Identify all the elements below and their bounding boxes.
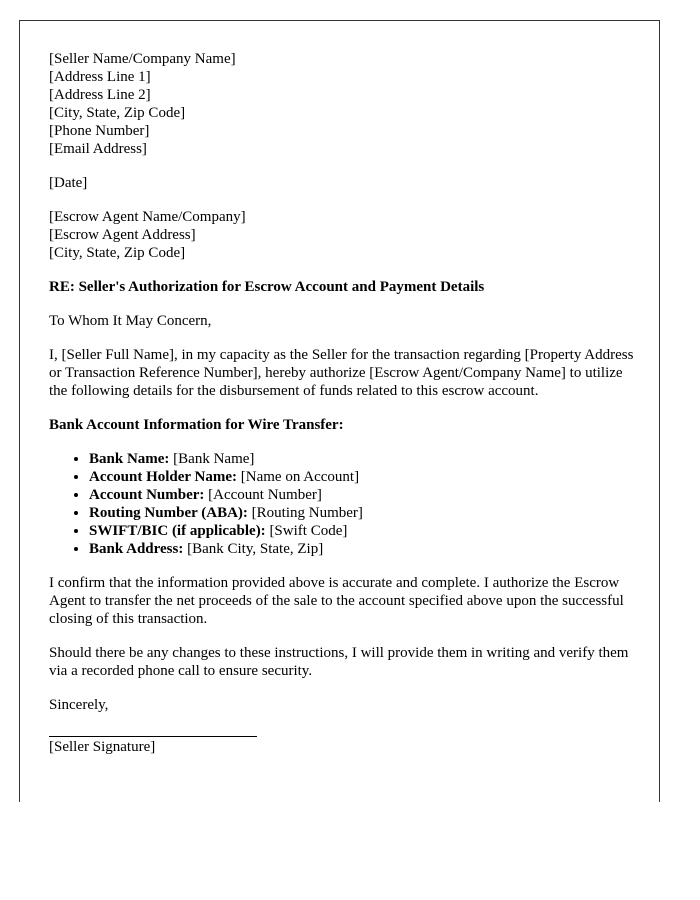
recipient-address: [Escrow Agent Address] — [49, 227, 196, 243]
sender-email: [Email Address] — [49, 141, 147, 157]
account-holder-value: [Name on Account] — [237, 469, 360, 485]
recipient-city: [City, State, Zip Code] — [49, 245, 186, 261]
bank-heading: Bank Account Information for Wire Transfer: — [49, 417, 344, 433]
bank-address-value: [Bank City, State, Zip] — [183, 541, 324, 557]
bank-name-value: [Bank Name] — [169, 451, 255, 467]
closing: Sincerely, — [49, 697, 109, 713]
routing-number-label: Routing Number (ABA): — [89, 505, 248, 521]
account-number-label: Account Number: — [89, 487, 205, 503]
bank-info-list — [49, 450, 639, 558]
sender-phone: [Phone Number] — [49, 123, 150, 139]
list-item — [89, 450, 639, 468]
swift-label: SWIFT/BIC (if applicable): — [89, 523, 266, 539]
intro-paragraph: I, [Seller Full Name], in my capacity as the Seller for the transaction regarding [Property Address or Transaction Reference Number], hereby authorize [Escrow Agent/Company Name] to utilize the following details for the disbursement of funds related to this escrow account. — [49, 347, 634, 399]
list-item — [89, 504, 639, 522]
list-item — [89, 540, 639, 558]
signature-label: [Seller Signature] — [49, 739, 156, 755]
subject-line: RE: Seller's Authorization for Escrow Account and Payment Details — [49, 279, 485, 295]
signature-line — [49, 736, 257, 737]
sender-block — [49, 50, 639, 158]
recipient-block — [49, 208, 639, 262]
sender-name: [Seller Name/Company Name] — [49, 51, 236, 67]
changes-paragraph: Should there be any changes to these instructions, I will provide them in writing and verify them via a recorded phone call to ensure security. — [49, 645, 629, 679]
letter-page — [19, 20, 660, 802]
account-holder-label: Account Holder Name: — [89, 469, 238, 485]
letter-content — [49, 50, 639, 756]
sender-address-line-1: [Address Line 1] — [49, 69, 151, 85]
routing-number-value: [Routing Number] — [247, 505, 363, 521]
recipient-name: [Escrow Agent Name/Company] — [49, 209, 246, 225]
bank-address-label: Bank Address: — [89, 541, 184, 557]
confirm-paragraph: I confirm that the information provided above is accurate and complete. I authorize the Escrow Agent to transfer the net proceeds of the sale to the account specified above upon the successful closing of this transaction. — [49, 575, 624, 627]
letter-date: [Date] — [49, 175, 88, 191]
list-item — [89, 468, 639, 486]
sender-city: [City, State, Zip Code] — [49, 105, 186, 121]
sender-address-line-2: [Address Line 2] — [49, 87, 151, 103]
list-item — [89, 522, 639, 540]
account-number-value: [Account Number] — [204, 487, 322, 503]
salutation: To Whom It May Concern, — [49, 313, 212, 329]
swift-value: [Swift Code] — [265, 523, 348, 539]
list-item — [89, 486, 639, 504]
bank-name-label: Bank Name: — [89, 451, 170, 467]
